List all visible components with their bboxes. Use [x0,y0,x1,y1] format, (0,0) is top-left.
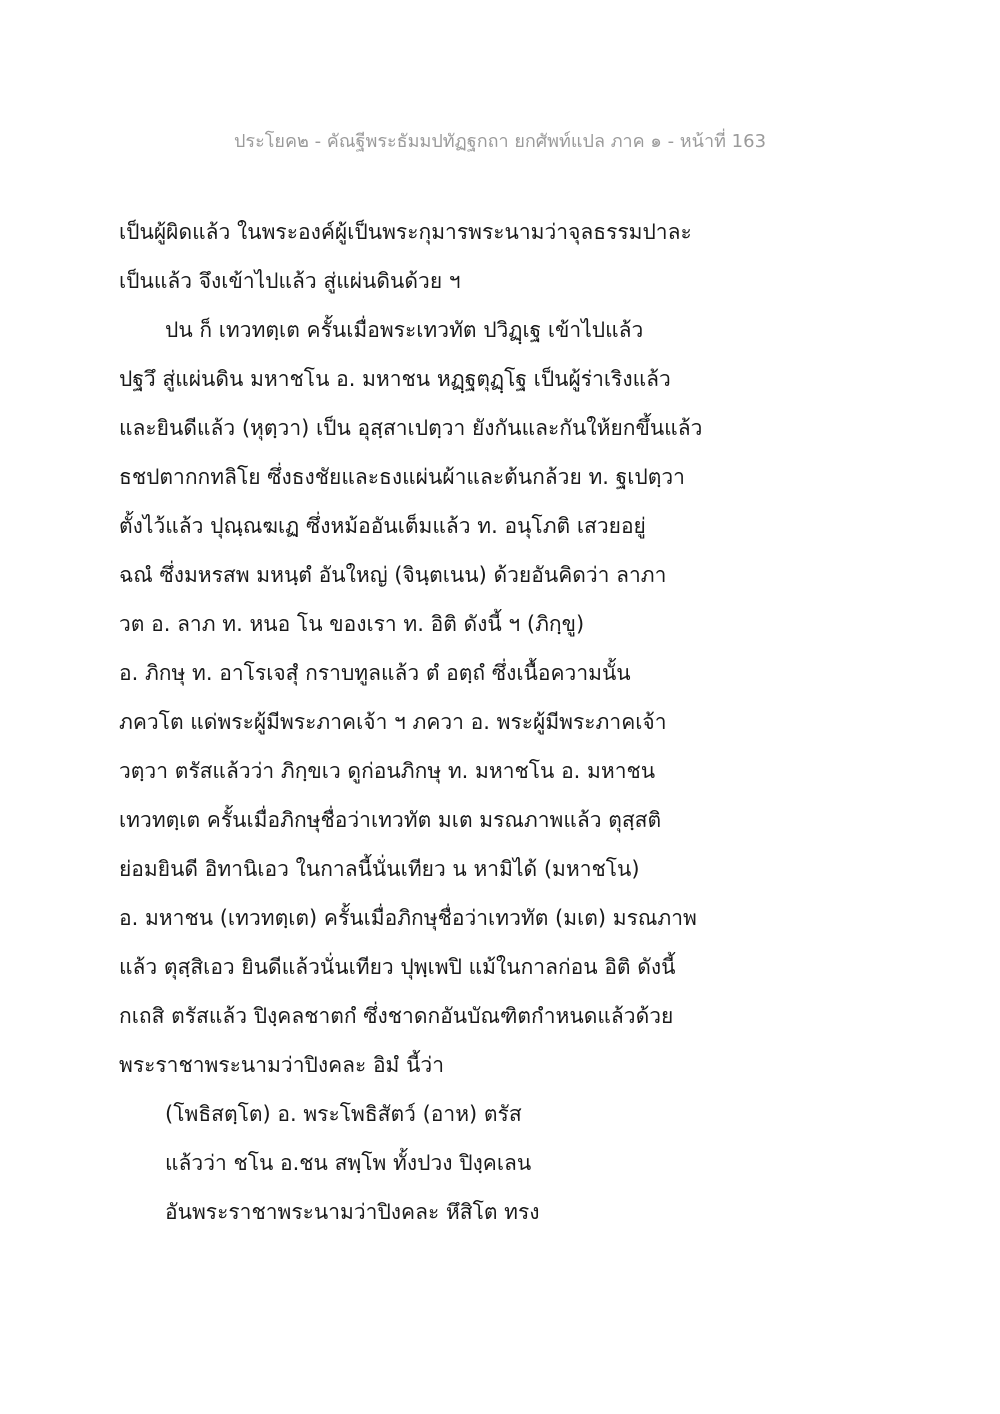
text-line: ตั้งไว้แล้ว ปุณฺณฆเฏ ซึ่งหม้ออันเต็มแล้ว ท. อนุโภติ เสวยอยู่ [119,514,646,538]
text-line: ภควโต แด่พระผู้มีพระภาคเจ้า ฯ ภควา อ. พระผู้มีพระภาคเจ้า [119,710,667,734]
verse-line: แล้วว่า ชโน อ.ชน สพฺโพ ทั้งปวง ปิงฺคเลน [165,1151,532,1175]
text-line: ฉณํ ซึ่งมหรสพ มหนฺตํ อันใหญ่ (จินฺตเนน) ด้วยอันคิดว่า ลาภา [119,563,667,587]
text-line: วตฺวา ตรัสแล้วว่า ภิกฺขเว ดูก่อนภิกษุ ท. มหาชโน อ. มหาชน [119,759,656,783]
text-line: พระราชาพระนามว่าปิงคละ อิมํ นี้ว่า [119,1053,445,1077]
body-text [119,214,919,1243]
text-line: กเถสิ ตรัสแล้ว ปิงฺคลชาตกํ ซึ่งชาดกอันบัณฑิตกำหนดแล้วด้วย [119,1004,674,1028]
text-line: เป็นแล้ว จึงเข้าไปแล้ว สู่แผ่นดินด้วย ฯ [119,269,461,293]
verse-line: (โพธิสตฺโต) อ. พระโพธิสัตว์ (อาห) ตรัส [165,1102,522,1126]
text-line: อ. ภิกษุ ท. อาโรเจสุํ กราบทูลแล้ว ตํ อตฺถํ ซึ่งเนื้อความนั้น [119,661,631,685]
verse-line: อันพระราชาพระนามว่าปิงคละ หึสิโต ทรง [165,1200,540,1224]
text-line: ปน ก็ เทวทตฺเต ครั้นเมื่อพระเทวทัต ปวิฏฺเฐ เข้าไปแล้ว [165,318,644,342]
text-line: และยินดีแล้ว (หุตฺวา) เป็น อุสฺสาเปตฺวา ยังกันและกันให้ยกขึ้นแล้ว [119,416,703,440]
text-line: ธชปตากกทลิโย ซึ่งธงชัยและธงแผ่นผ้าและต้นกล้วย ท. ฐเปตฺวา [119,465,685,489]
text-line: แล้ว ตุสฺสิเอว ยินดีแล้วนั่นเทียว ปุพฺเพปิ แม้ในกาลก่อน อิติ ดังนี้ [119,955,676,979]
text-line: ย่อมยินดี อิทานิเอว ในกาลนี้นั่นเทียว น หามิได้ (มหาชโน) [119,857,640,881]
page-header: ประโยค๒ - คัณฐีพระธัมมปทัฏฐกถา ยกศัพท์แปล ภาค ๑ - หน้าที่ 163 [233,131,767,152]
text-line: อ. มหาชน (เทวทตฺเต) ครั้นเมื่อภิกษุชื่อว่าเทวทัต (มเต) มรณภาพ [119,906,697,930]
text-line: วต อ. ลาภ ท. หนอ โน ของเรา ท. อิติ ดังนี้ ฯ (ภิกฺขู) [119,612,585,636]
text-line: ปฐวึ สู่แผ่นดิน มหาชโน อ. มหาชน หฏฺฐตุฏฺโฐ เป็นผู้ร่าเริงแล้ว [119,367,671,391]
text-line: เป็นผู้ผิดแล้ว ในพระองค์ผู้เป็นพระกุมารพระนามว่าจุลธรรมปาละ [119,220,692,244]
text-line: เทวทตฺเต ครั้นเมื่อภิกษุชื่อว่าเทวทัต มเต มรณภาพแล้ว ตุสฺสติ [119,808,662,832]
